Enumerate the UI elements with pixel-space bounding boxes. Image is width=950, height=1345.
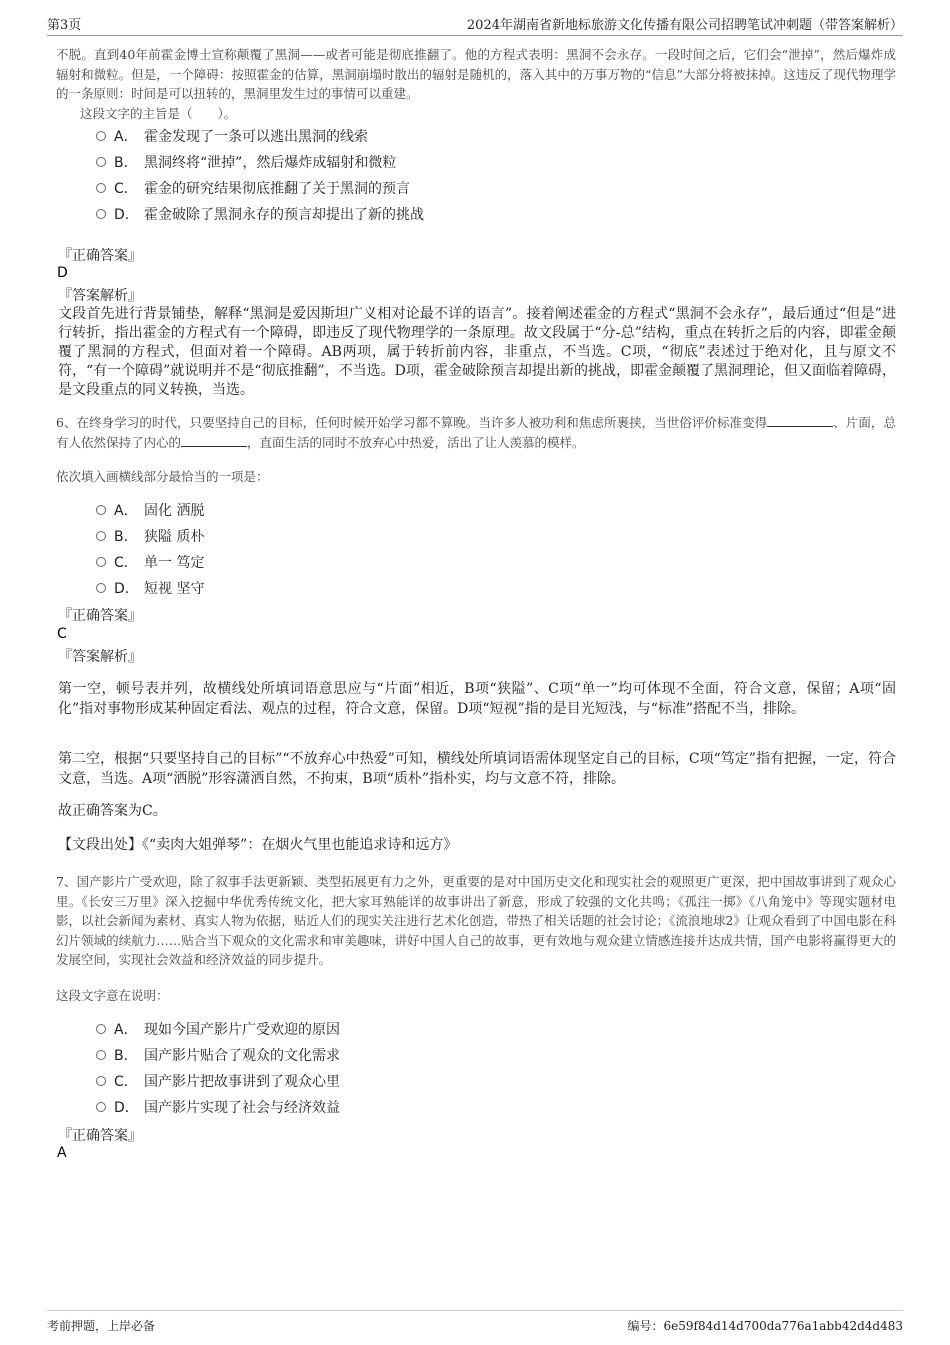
q7-stem: 7、国产影片广受欢迎，除了叙事手法更新颖、类型拓展更有力之外，更重要的是对中国历史文化和现实社会的观照更广更深，把中国故事讲到了观众心里。《长安三万里》深入挖掘中华优秀传统文化，把大家耳熟能详的故事讲出了新意，形成了较强的文化共鸣；《孤注一掷》《八角笼中》等现实题材电影，以社会新闻为素材、真实人物为依据，贴近人们的现实关注进行艺术化创造，带热了相关话题的社会讨论；《流浪地球2》让观众看到了中国电影在科幻片领域的续航力……贴合当下观众的文化需求和审美趣味，讲好中国人自己的故事，更有效地与观众建立情感连接并达成共情，国产电影将赢得更大的发展空间，实现社会效益和经济效益的同步提升。	[56, 874, 896, 967]
q6-analysis-label: 『答案解析』	[58, 649, 142, 665]
source-title: 《“卖肉大姐弹琴”：在烟火气里也能追求诗和远方》	[142, 837, 458, 853]
radio-icon[interactable]	[96, 1024, 106, 1034]
q6-option-d[interactable]: D． 短视 坚守	[96, 578, 204, 600]
radio-icon[interactable]	[96, 1102, 106, 1112]
q6-answer: C	[57, 626, 67, 642]
q5-prompt: 这段文字的主旨是（ ）。	[80, 106, 237, 121]
q6-source	[58, 835, 457, 855]
q5-analysis: 文段首先进行背景铺垫，解释“黑洞是爱因斯坦广义相对论最不详的语言”。接着阐述霍金的方程式“黑洞不会永存”，最后通过“但是”进行转折，指出霍金的方程式有一个障碍，即违反了现代物理学的一条原理。故文段属于“分-总”结构，重点在转折之后的内容，即霍金颠覆了黑洞的方程式，但面对着一个障碍。AB两项，属于转折前内容，非重点，不当选。C项，“彻底”表述过于绝对化，且与原文不符，“有一个障碍”就说明并不是“彻底推翻”，不当选。D项，霍金破除预言却提出新的挑战，即霍金颠覆了黑洞理论，但又面临着障碍，是文段重点的同义转换，当选。	[58, 306, 896, 398]
page-footer	[47, 1310, 903, 1335]
q5-option-b[interactable]: B． 黑洞终将“泄掉”，然后爆炸成辐射和微粒	[96, 152, 396, 174]
radio-icon[interactable]	[96, 131, 106, 141]
q5-passage: 不脱。直到40年前霍金博士宣称颠覆了黑洞——或者可能是彻底推翻了。他的方程式表明：黑洞不会永存。一段时间之后，它们会“泄掉”，然后爆炸成辐射和微粒。但是，一个障碍：按照霍金的估算，黑洞崩塌时散出的辐射是随机的，落入其中的万事万物的“信息”大部分将被抹掉。这违反了现代物理学的一条原则：时间是可以扭转的，黑洞里发生过的事情可以重建。	[56, 47, 896, 101]
q5-analysis-label: 『答案解析』	[58, 288, 142, 304]
radio-icon[interactable]	[96, 505, 106, 515]
page-header	[47, 11, 903, 36]
document-title: 2024年湖南省新地标旅游文化传播有限公司招聘笔试冲刺题（带答案解析）	[466, 18, 903, 33]
q7-prompt: 这段文字意在说明：	[56, 988, 169, 1003]
q5-option-a[interactable]: A． 霍金发现了一条可以逃出黑洞的线索	[96, 126, 368, 148]
q7-option-b[interactable]: B． 国产影片贴合了观众的文化需求	[96, 1045, 340, 1067]
document-code: 编号：6e59f84d14d700da776a1abb42d4d483	[627, 1319, 903, 1333]
radio-icon[interactable]	[96, 183, 106, 193]
q5-answer-label: 『正确答案』	[58, 248, 142, 264]
radio-icon[interactable]	[96, 583, 106, 593]
q7-answer-label: 『正确答案』	[58, 1128, 142, 1144]
q7-option-d[interactable]: D． 国产影片实现了社会与经济效益	[96, 1097, 340, 1119]
q6-stem: 6、在终身学习的时代，只要坚持自己的目标，任何时候开始学习都不算晚。当许多人被功利和焦虑所裹挟，当世俗评价标准变得 、片面，总有人依然保持了内心的 ，直面生活的同时不放弃心中热爱，活出了让人羡慕的模样。	[56, 415, 896, 450]
q7-option-a[interactable]: A． 现如今国产影片广受欢迎的原因	[96, 1019, 340, 1041]
radio-icon[interactable]	[96, 209, 106, 219]
radio-icon[interactable]	[96, 1076, 106, 1086]
q5-option-c[interactable]: C． 霍金的研究结果彻底推翻了关于黑洞的预言	[96, 178, 410, 200]
q6-option-c[interactable]: C． 单一 笃定	[96, 552, 204, 574]
q5-answer: D	[57, 265, 68, 281]
blank-1	[767, 414, 833, 427]
q6-analysis-p3: 故正确答案为C。	[58, 803, 167, 819]
radio-icon[interactable]	[96, 531, 106, 541]
radio-icon[interactable]	[96, 157, 106, 167]
q6-prompt: 依次填入画横线部分最恰当的一项是：	[56, 469, 269, 484]
radio-icon[interactable]	[96, 557, 106, 567]
source-label: 【文段出处】	[58, 837, 142, 853]
q7-option-c[interactable]: C． 国产影片把故事讲到了观众心里	[96, 1071, 340, 1093]
footer-slogan: 考前押题，上岸必备	[47, 1319, 156, 1333]
page-number: 第3页	[47, 18, 82, 33]
q6-option-a[interactable]: A． 固化 洒脱	[96, 500, 204, 522]
q6-analysis-p2: 第二空，根据“只要坚持自己的目标”“不放弃心中热爱”可知，横线处所填词语需体现坚定自己的目标，C项“笃定”指有把握，一定，符合文意，当选。A项“洒脱”形容潇洒自然，不拘束，B项“质朴”指朴实，均与文意不符，排除。	[58, 751, 896, 787]
blank-2	[181, 434, 247, 447]
q5-option-d[interactable]: D． 霍金破除了黑洞永存的预言却提出了新的挑战	[96, 204, 424, 226]
q6-analysis-p1: 第一空，顿号表并列，故横线处所填词语意思应与“片面”相近，B项“狭隘”、C项“单一”均可体现不全面，符合文意，保留；A项“固化”指对事物形成某种固定看法、观点的过程，符合文意，保留。D项“短视”指的是目光短浅，与“标准”搭配不当，排除。	[58, 681, 896, 717]
q7-answer: A	[57, 1145, 67, 1161]
q6-answer-label: 『正确答案』	[58, 608, 142, 624]
radio-icon[interactable]	[96, 1050, 106, 1060]
q6-option-b[interactable]: B． 狭隘 质朴	[96, 526, 204, 548]
